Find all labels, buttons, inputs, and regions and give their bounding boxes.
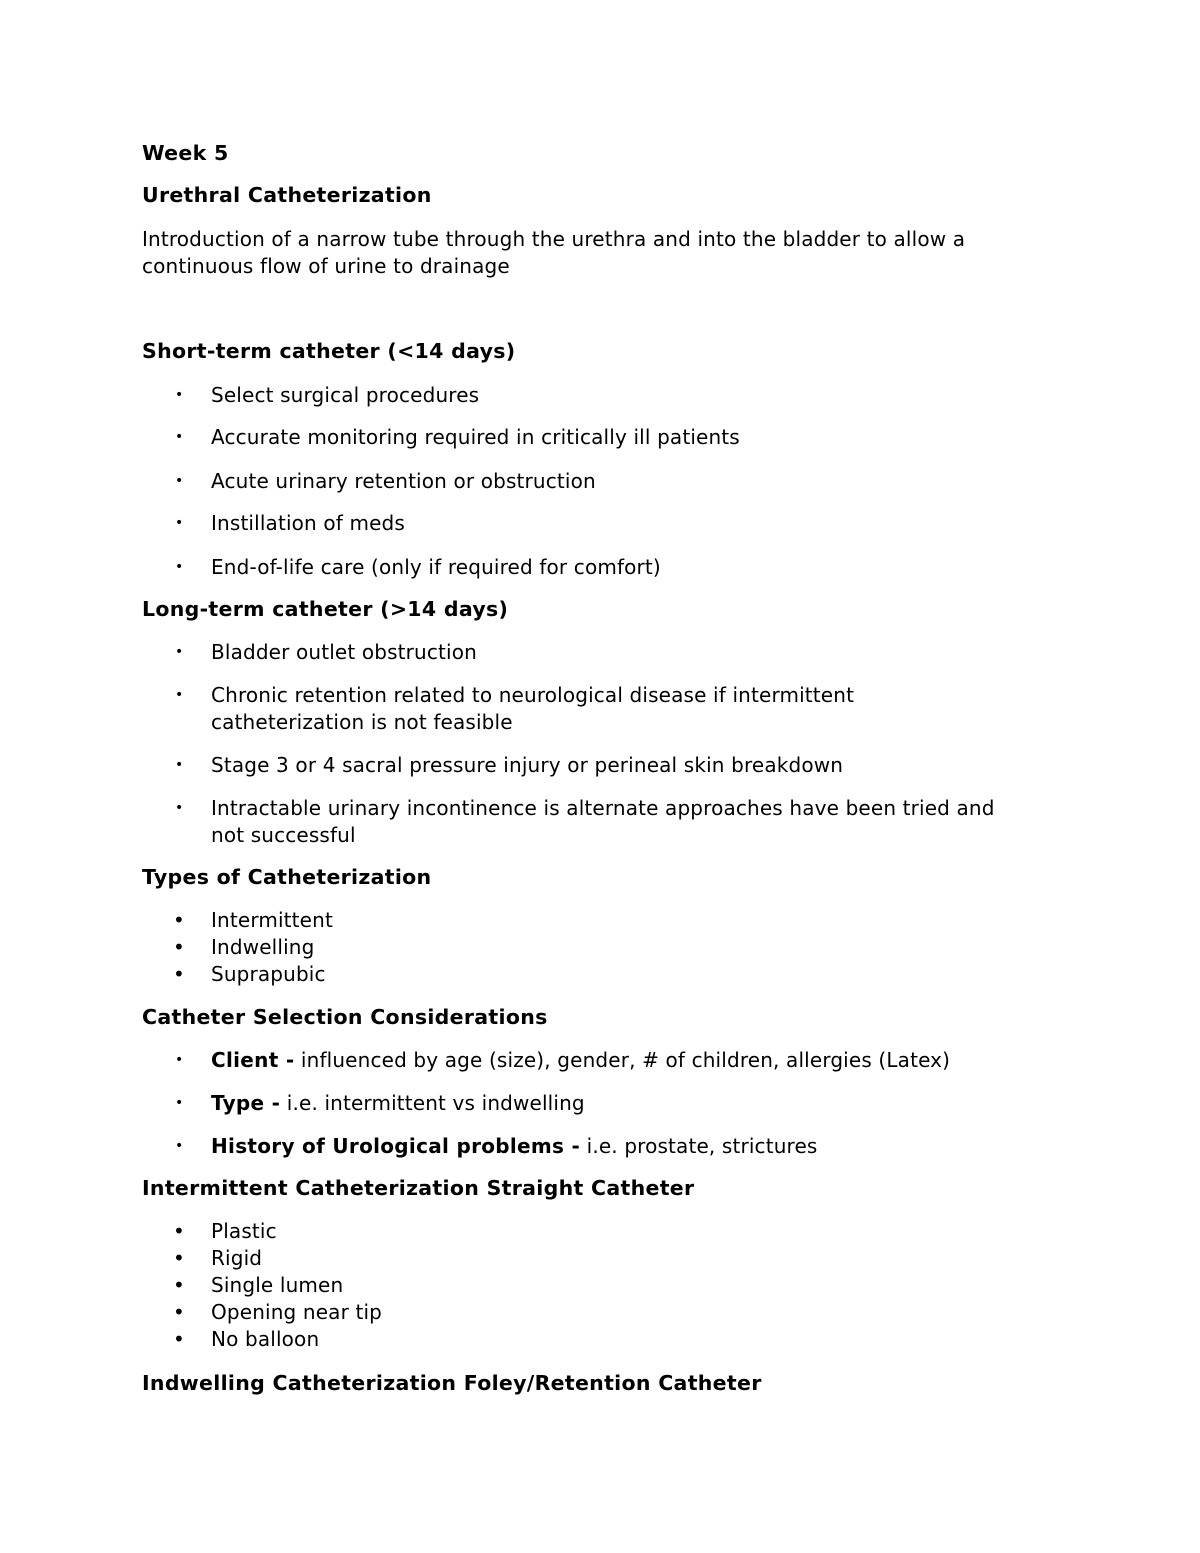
bullet-icon: • [173,935,185,959]
bullet-icon: • [175,1052,184,1068]
document-page: Week 5 Urethral Catheterization Introduction of a narrow tube through the urethra and into the bladder to allow a continuous flow of urine to drainage Short-term catheter (<14 days) • Select surgical procedures • Accurate monitoring required in critically ill patients • Acute urinary retention or obstruction • Instillation of meds • End-of-life care (only if required for comfort) Long-term catheter (>14 days) • Bladder outlet obstruction • Chronic retention related to neurological disease if intermittent catheterization is not feasible • Stage 3 or 4 sacral pressure injury or perineal skin breakdown • Intractable urinary incontinence is alternate approaches have been tried and not successful Types of Catheterization • Intermittent • Indwelling • Suprapubic Catheter Selection Considerations • Client - influenced by age (size), gender, # of children, allergies (Latex) • Type - i.e. intermittent vs indwelling • History of Urological problems - i.e. prostate, strictures Intermittent Catheterization Straight Catheter • Plastic • Rigid • Single lumen • Opening near tip • No balloon Indwelling Catheterization Foley/Retention Catheter [142,141,995,1395]
bullet-icon: • [173,1219,185,1243]
document-title: Urethral Catheterization [142,183,432,207]
item-label: Type - [211,1091,281,1115]
bullet-icon: • [175,429,184,445]
bullet-icon: • [175,800,184,816]
week-heading: Week 5 [142,141,229,165]
bullet-icon: • [175,473,184,489]
types-heading: Types of Catheterization [142,865,432,889]
bullet-icon: • [173,962,185,986]
bullet-icon: • [175,644,184,660]
bullet-icon: • [175,1095,184,1111]
intro-line-2: continuous flow of urine to drainage [142,254,510,278]
intro-line-1: Introduction of a narrow tube through the urethra and into the bladder to allow a [142,227,966,251]
bullet-icon: • [175,387,184,403]
short-term-heading: Short-term catheter (<14 days) [142,339,516,363]
indwelling-heading: Indwelling Catheterization Foley/Retention Catheter [142,1371,762,1395]
selection-heading: Catheter Selection Considerations [142,1005,548,1029]
bullet-icon: • [173,908,185,932]
item-text: i.e. prostate, strictures [580,1134,818,1158]
long-term-heading: Long-term catheter (>14 days) [142,597,509,621]
bullet-icon: • [175,559,184,575]
item-text: i.e. intermittent vs indwelling [280,1091,585,1115]
bullet-icon: • [175,687,184,703]
intermittent-heading: Intermittent Catheterization Straight Catheter [142,1176,695,1200]
item-text: influenced by age (size), gender, # of children, allergies (Latex) [294,1048,951,1072]
bullet-icon: • [175,1138,184,1154]
bullet-icon: • [173,1300,185,1324]
bullet-icon: • [173,1273,185,1297]
bullet-icon: • [173,1246,185,1270]
bullet-icon: • [175,757,184,773]
item-label: History of Urological problems - [211,1134,581,1158]
bullet-icon: • [173,1327,185,1351]
item-label: Client - [211,1048,295,1072]
bullet-icon: • [175,515,184,531]
